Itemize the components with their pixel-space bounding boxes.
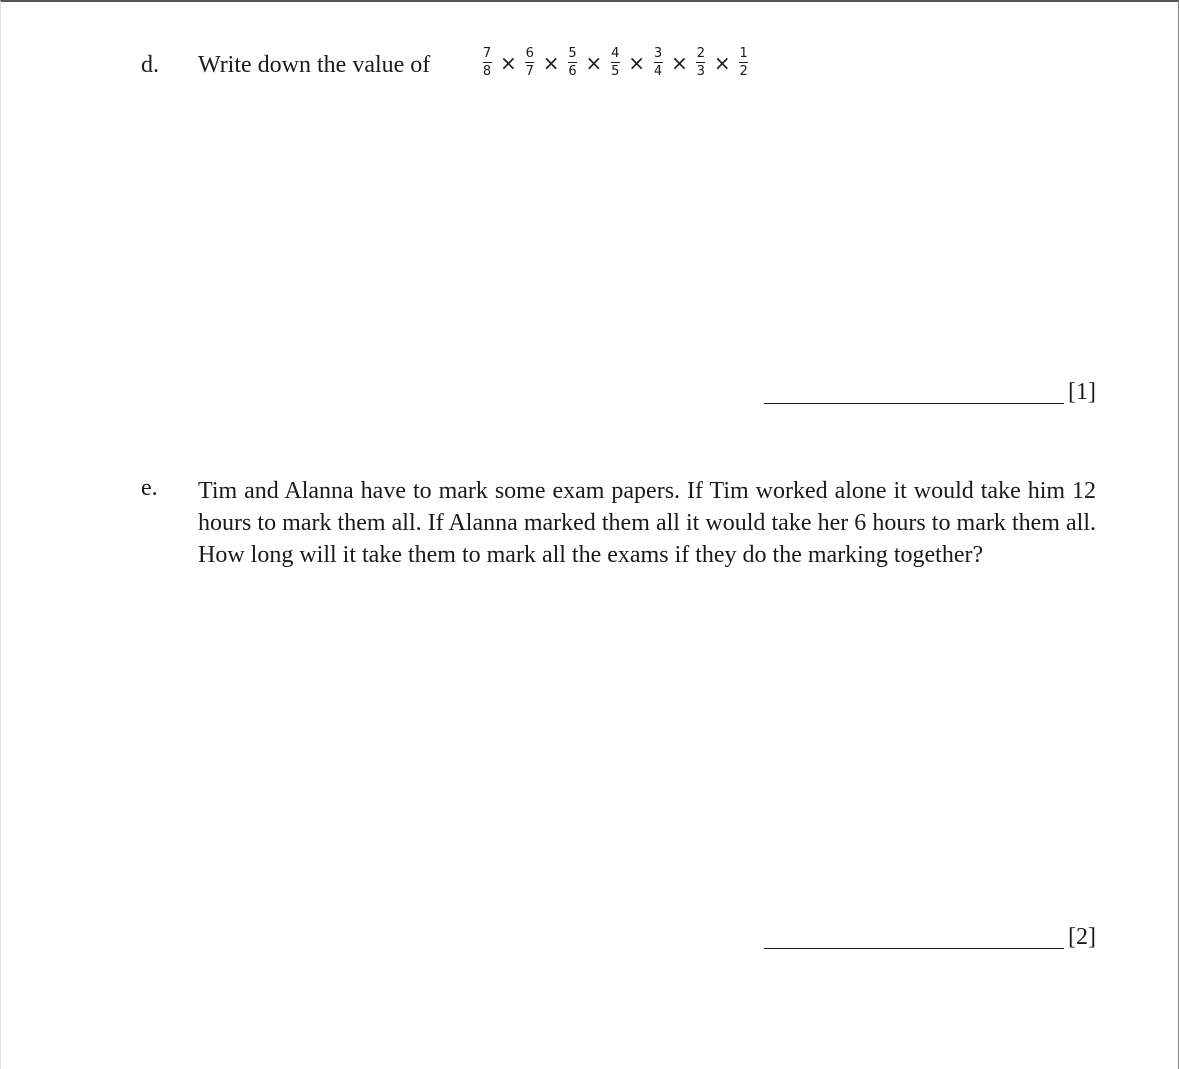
question-d-label: d.	[141, 52, 159, 78]
answer-line-e[interactable]	[764, 948, 1064, 949]
fraction-numerator: 2	[696, 46, 705, 61]
fraction-bar	[611, 62, 620, 63]
times-sign: ×	[542, 50, 560, 75]
times-sign: ×	[500, 50, 517, 75]
fraction	[695, 46, 707, 79]
fraction	[481, 46, 493, 79]
fraction-bar	[696, 62, 705, 63]
fraction-numerator: 3	[653, 46, 663, 61]
fraction-denominator: 5	[611, 64, 620, 79]
question-d-text: Write down the value of	[198, 52, 431, 78]
fraction-numerator: 5	[568, 46, 577, 61]
fraction	[524, 46, 536, 79]
fraction	[652, 46, 664, 79]
fraction-numerator: 7	[482, 46, 492, 61]
fraction	[609, 46, 621, 79]
times-sign: ×	[585, 50, 603, 75]
fraction-denominator: 8	[482, 64, 492, 79]
fraction-denominator: 2	[739, 64, 748, 79]
fraction	[567, 46, 579, 79]
fraction-bar	[654, 62, 663, 63]
fraction-bar	[568, 62, 577, 63]
fraction-bar	[483, 62, 492, 63]
fraction-denominator: 4	[653, 64, 663, 79]
question-e-text: Tim and Alanna have to mark some exam papers. If Tim worked alone it would take him 12 hours to mark them all. If Alanna marked them all it would take her 6 hours to mark them all. How long will it take them to mark all the exams if they do the marking together?	[198, 478, 1096, 568]
times-sign: ×	[628, 50, 646, 75]
fraction	[738, 46, 750, 79]
question-e-label: e.	[141, 475, 158, 501]
marks-e: [2]	[1068, 924, 1096, 950]
fraction-bar	[739, 62, 748, 63]
fraction-numerator: 4	[611, 46, 620, 61]
times-sign: ×	[713, 50, 731, 75]
fraction-product-expression	[481, 46, 750, 79]
fraction-numerator: 6	[525, 46, 534, 61]
times-sign: ×	[671, 50, 688, 75]
answer-line-d[interactable]	[764, 403, 1064, 404]
fraction-denominator: 3	[696, 64, 705, 79]
fraction-denominator: 7	[525, 64, 534, 79]
fraction-denominator: 6	[568, 64, 577, 79]
fraction-numerator: 1	[739, 46, 748, 61]
marks-d: [1]	[1068, 379, 1096, 405]
fraction-bar	[525, 62, 534, 63]
